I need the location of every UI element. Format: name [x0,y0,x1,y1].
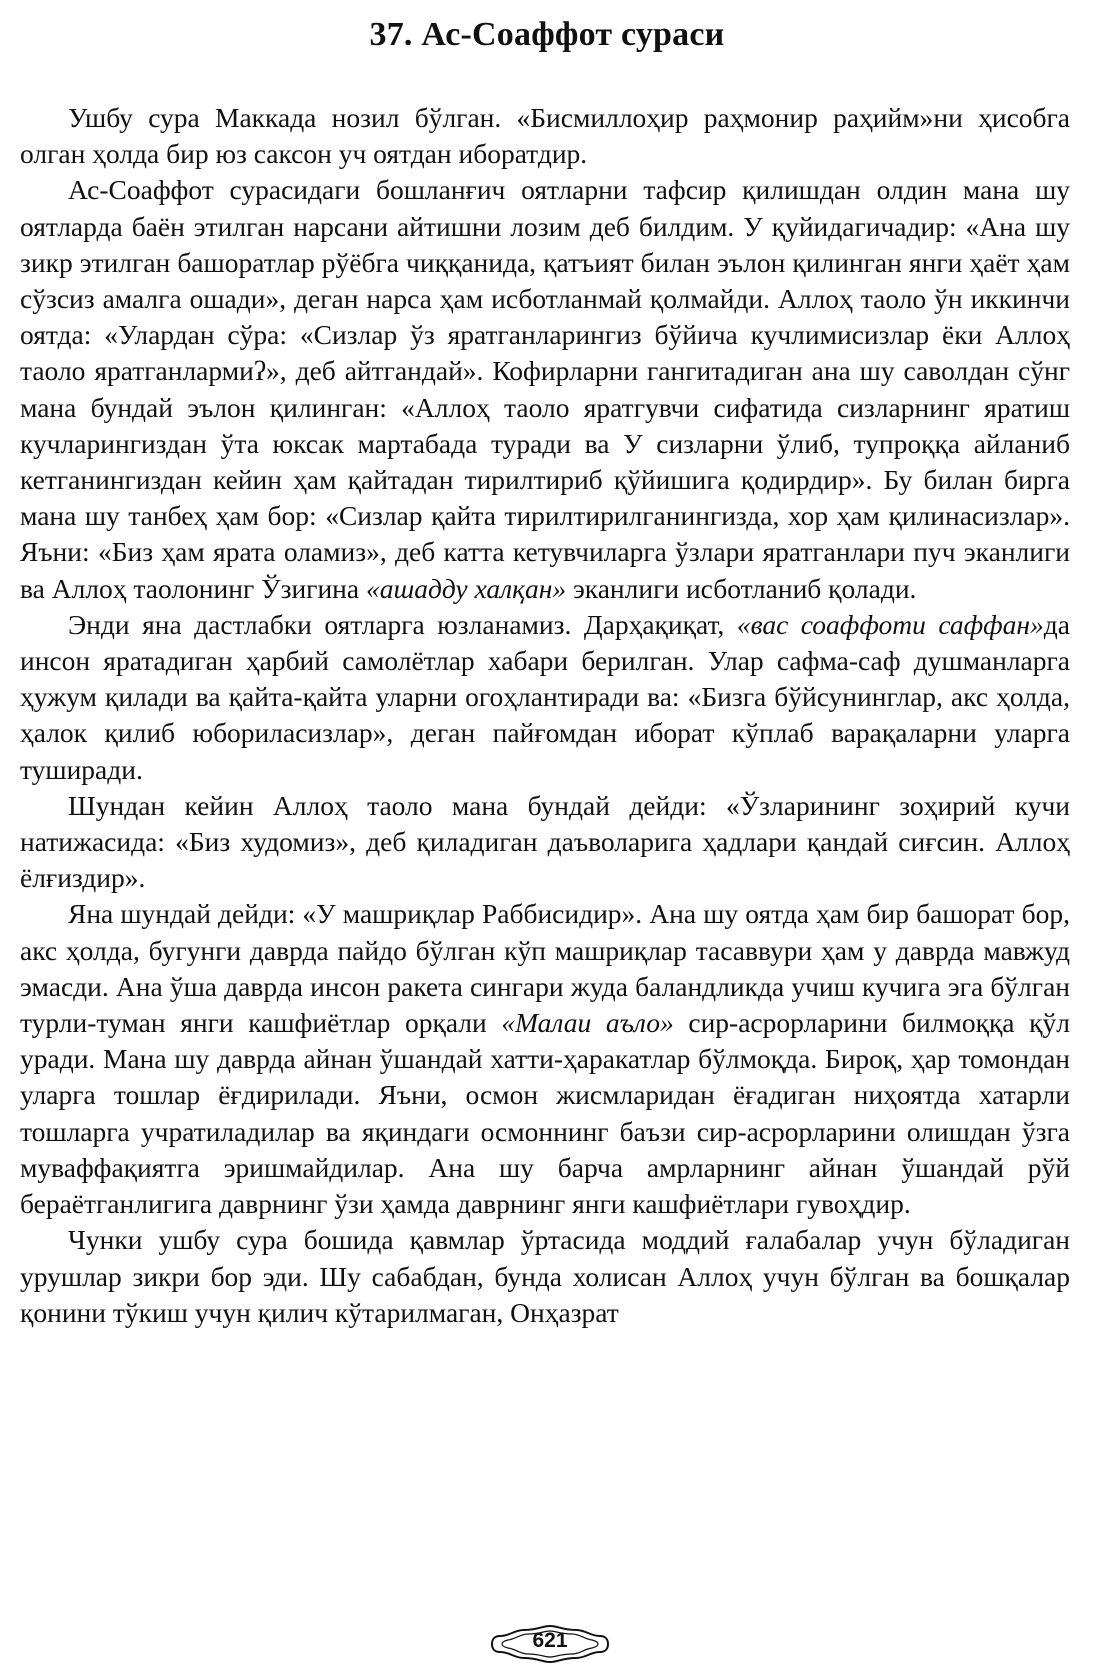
text-run: Чунки ушбу сура бошида қавмлар ўртасида моддий ғалабалар учун бўладиган урушлар зикри бор эди. Шу сабабдан, бунда холисан Аллоҳ учун бўлган ва бошқалар қонини тўкиш учун қилич кўтарилмаган, Онҳазрат [20,1224,1070,1328]
italic-term: «Малаи аъло» [501,1007,674,1039]
text-run: Яна шундай дейди: «У машриқлар Раббисидир». Ана шу оятда ҳам бир башорат бор, акс ҳолда, бугунги даврда пайдо бўлган кўп машриқлар тасаввури ҳам у даврда мавжуд эмасди. Ана ўша даврда инсон ракета сингари жуда баландликда учиш кучига эга бўлган турли-туман янги кашфиётлар орқали [20,898,1070,1039]
body-text [20,100,1070,1331]
italic-term: «вас соаффоти саффан» [736,608,1044,640]
paragraph [20,172,1070,606]
page-number: 621 [532,1629,568,1652]
paragraph [20,896,1070,1222]
text-run: сир-асрорларини билмоққа қўл уради. Мана шу даврда айнан ўшандай хатти-ҳаракатлар бўлмоқда. Бироқ, ҳар томондан уларга тошлар ёғдирилади. Яъни, осмон жисмларидан ёғадиган ниҳоятда хатарли тошларга учратиладилар ва яқиндаги осмоннинг баъзи сир-асрорларини олишдан ўзга муваффақиятга эришмайдилар. Ана шу барча амрларнинг айнан ўшандай рўй бераётганлигига даврнинг ўзи ҳамда даврнинг янги кашфиётлари гувоҳдир. [20,1007,1070,1220]
paragraph [20,788,1070,897]
paragraph [20,1222,1070,1331]
text-run: Ас-Соаффот сурасидаги бошланғич оятларни тафсир қилишдан олдин мана шу оятларда баён этилган нарсани айтишни лозим деб билдим. У қуйидагичадир: «Ана шу зикр этилган башоратлар рўёбга чиққанида, қатъият билан эълон қилинган янги ҳаёт ҳам сўзсиз амалга ошади», деган нарса ҳам исботланмай қолмайди. Аллоҳ таоло ўн иккинчи оятда: «Улардан сўра: «Сизлар ўз яратганларингиз бўйича кучлимисизлар ёки Аллоҳ таоло яратганлармиʔ», деб айтгандай». Кофирларни гангитадиган ана шу саволдан сўнг мана бундай эълон қилинган: «Аллоҳ таоло яратгувчи сифатида сизларнинг яратиш кучларингиздан ўта юксак мартабада туради ва У сизларни ўлиб, тупроққа айланиб кетганингиздан кейин ҳам қайтадан тирилтириб қўйишига қодирдир». Бу билан бирга мана шу танбеҳ ҳам бор: «Сизлар қайта тирилтирилганингизда, хор ҳам қилинасизлар». Яъни: «Биз ҳам ярата оламиз», деб катта кетувчиларга ўзлари яратганлари пуч эканлиги ва Аллоҳ таолонинг Ўзигина [20,174,1070,604]
text-run: Шундан кейин Аллоҳ таоло мана бундай дейди: «Ўзларининг зоҳирий кучи натижасида: «Биз худомиз», деб қиладиган даъволарига ҳадлари қандай сиғсин. Аллоҳ ёлғиздир». [20,789,1070,894]
italic-term: «ашадду халқан» [365,572,567,604]
chapter-title: 37. Ас-Соаффот сураси [369,16,725,53]
text-run: да инсон яратадиган ҳарбий самолётлар хабари берилган. Улар сафма-саф душманларга ҳужум қилади ва қайта-қайта уларни огоҳлантиради ва: «Бизга бўйсунинглар, акс ҳолда, ҳалок қилиб юбориласизлар», деган пайғомдан иборат кўплаб варақаларни уларга туширади. [20,608,1070,785]
text-run: Энди яна дастлабки оятларга юзланамиз. Дарҳақиқат, [68,608,737,640]
text-run: Ушбу сура Маккада нозил бўлган. «Бисмиллоҳир раҳмонир раҳийм»ни ҳисобга олган ҳолда бир юз саксон уч оятдан иборатдир. [20,102,1070,170]
text-run: эканлиги исботланиб қолади. [566,572,917,604]
paragraph [20,100,1070,172]
page-number-ornament [490,1624,610,1664]
paragraph [20,607,1070,788]
